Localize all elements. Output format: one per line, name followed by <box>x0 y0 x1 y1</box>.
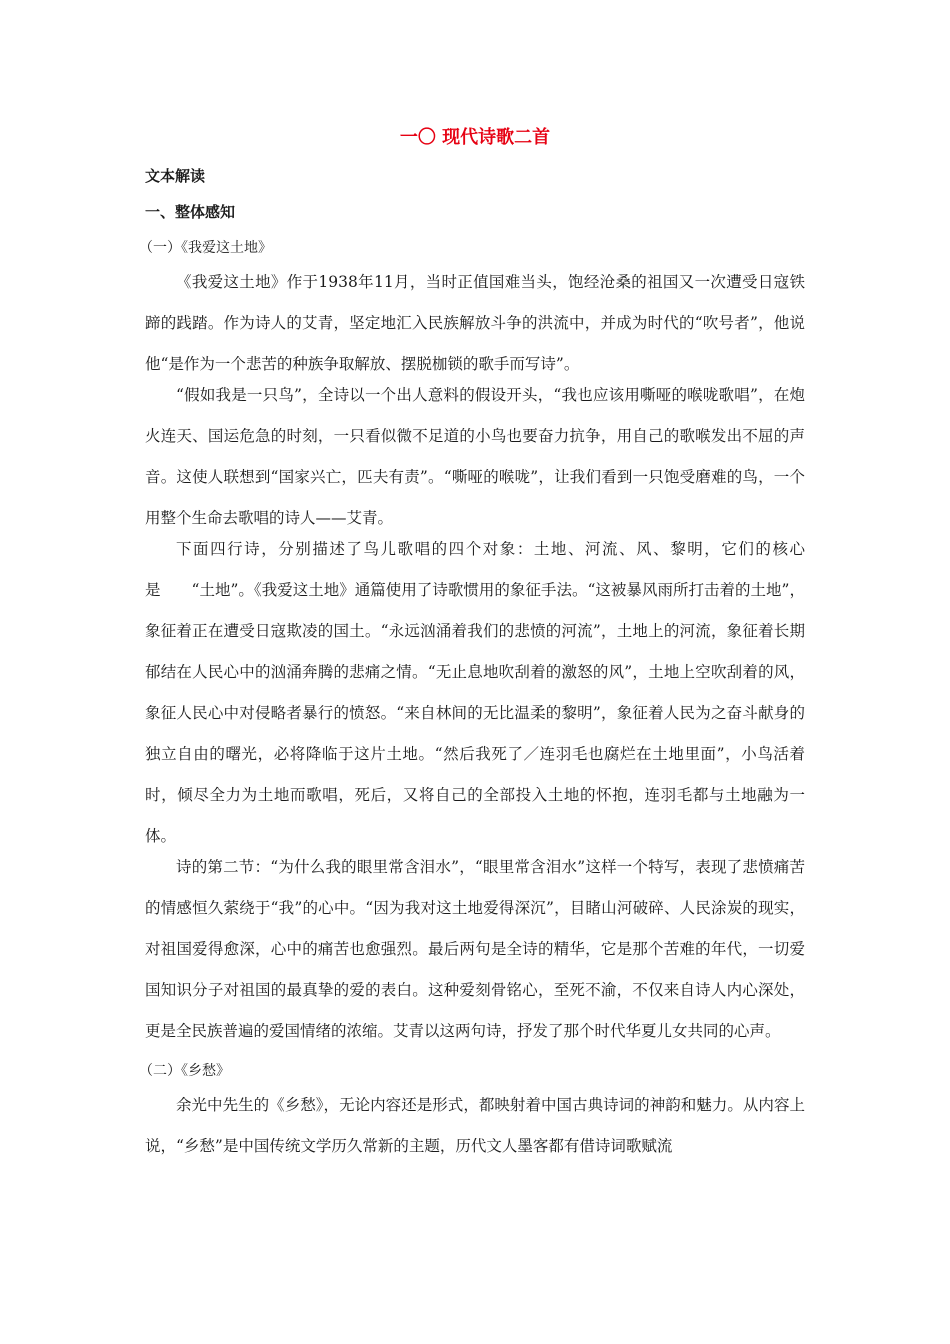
paragraph: “假如我是一只鸟”，全诗以一个出人意料的假设开头，“我也应该用嘶哑的喉咙歌唱”，在炮火连天、国运危急的时刻，一只看似微不足道的小鸟也要奋力抗争，用自己的歌喉发出不屈的声音。这使人联想到“国家兴亡，匹夫有责”。“嘶哑的喉咙”，让我们看到一只饱受磨难的鸟，一个用整个生命去歌唱的诗人——艾青。 <box>145 386 805 527</box>
heading-overall-perception: 一、整体感知 <box>145 203 236 221</box>
paragraph: 《我爱这土地》作于1938年11月，当时正值国难当头，饱经沧桑的祖国又一次遭受日寇铁蹄的践踏。作为诗人的艾青，坚定地汇入民族解放斗争的洪流中，并成为时代的“吹号者”，他说他“是作为一个悲苦的种族争取解放、摆脱枷锁的歌手而写诗”。 <box>145 273 805 373</box>
paragraph: 下面四行诗，分别描述了鸟儿歌唱的四个对象：土地、河流、风、黎明，它们的核心是 “土地”。《我爱这土地》通篇使用了诗歌惯用的象征手法。“这被暴风雨所打击着的土地”，象征着正在遭受日寇欺凌的国土。“永远汹涌着我们的悲愤的河流”，土地上的河流，象征着长期郁结在人民心中的汹涌奔腾的悲痛之情。“无止息地吹刮着的激怒的风”，土地上空吹刮着的风，象征人民心中对侵略者暴行的愤怒。“来自林间的无比温柔的黎明”，象征着人民为之奋斗献身的独立自由的曙光，必将降临于这片土地。“然后我死了／连羽毛也腐烂在土地里面”，小鸟活着时，倾尽全力为土地而歌唱，死后，又将自己的全部投入土地的怀抱，连羽毛都与土地融为一体。 <box>145 540 805 845</box>
subheading-poem-1: （一）《我爱这土地》 <box>139 240 272 256</box>
subheading-poem-2: （二）《乡愁》 <box>139 1063 230 1079</box>
paragraph: 诗的第二节：“为什么我的眼里常含泪水”，“眼里常含泪水”这样一个特写，表现了悲愤痛苦的情感恒久萦绕于“我”的心中。“因为我对这土地爱得深沉”，目睹山河破碎、人民涂炭的现实，对祖国爱得愈深，心中的痛苦也愈强烈。最后两句是全诗的精华，它是那个苦难的年代，一切爱国知识分子对祖国的最真挚的爱的表白。这种爱刻骨铭心，至死不渝，不仅来自诗人内心深处，更是全民族普遍的爱国情绪的浓缩。艾青以这两句诗，抒发了那个时代华夏儿女共同的心声。 <box>145 858 805 1040</box>
document-title: 一〇 现代诗歌二首 <box>399 127 551 148</box>
document-page <box>139 122 805 1164</box>
heading-text-interpretation: 文本解读 <box>145 167 206 185</box>
paragraph: 余光中先生的《乡愁》，无论内容还是形式，都映射着中国古典诗词的神韵和魅力。从内容上说，“乡愁”是中国传统文学历久常新的主题，历代文人墨客都有借诗词歌赋流 <box>145 1096 805 1155</box>
